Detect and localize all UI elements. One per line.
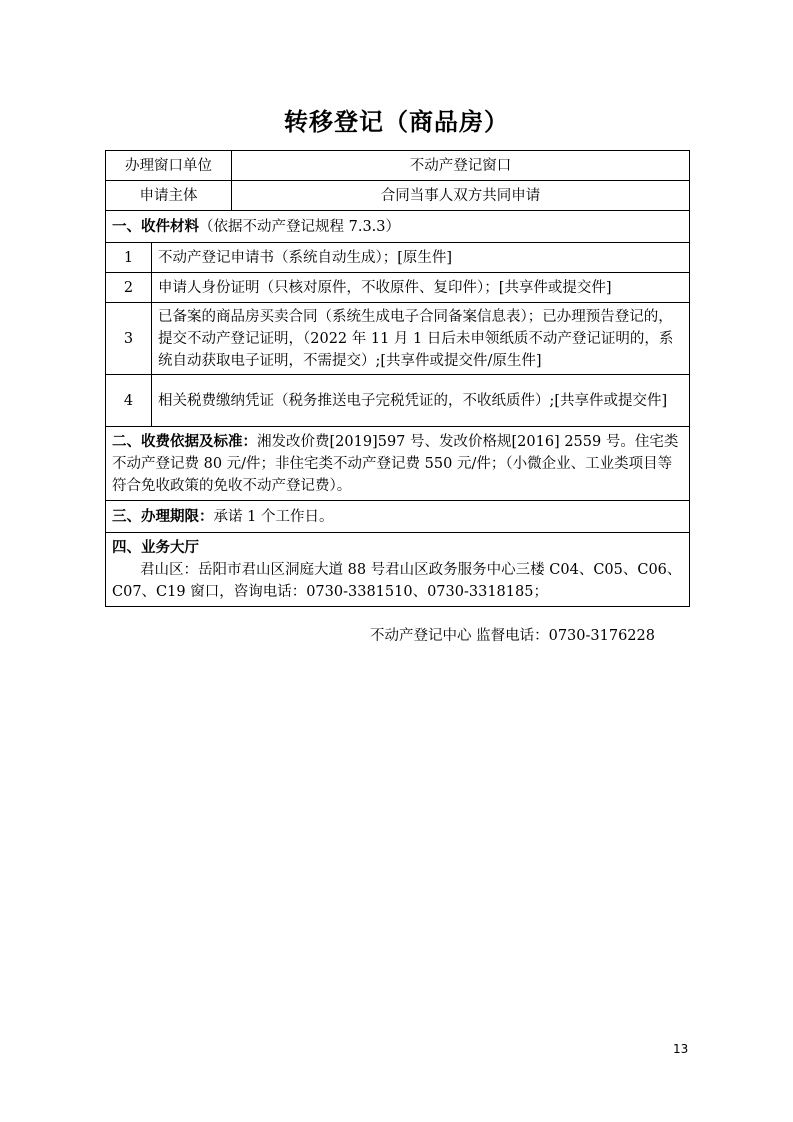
item-number: 4 <box>106 375 152 427</box>
materials-heading <box>106 211 690 243</box>
fees-text: 湘发改价费[2019]597 号、发改价格规[2016] 2559 号。住宅类不动产登记费 80 元/件；非住宅类不动产登记费 550 元/件；（小微企业、工业类项目等符合免收政策的免收不动产登记费）。 <box>112 433 679 494</box>
fees-cell <box>106 427 690 501</box>
period-row <box>106 501 690 533</box>
footer-contact: 不动产登记中心 监督电话：0730-3176228 <box>370 628 655 644</box>
hall-heading: 四、业务大厅 <box>112 538 199 556</box>
info-table <box>105 150 690 607</box>
page-title: 转移登记（商品房） <box>284 108 509 136</box>
period-text: 承诺 1 个工作日。 <box>213 508 334 525</box>
period-cell <box>106 501 690 533</box>
item-text: 不动产登记申请书（系统自动生成）；[原生件] <box>152 243 690 273</box>
hall-cell <box>106 533 690 607</box>
fees-heading: 二、收费依据及标准： <box>112 432 257 450</box>
fees-row <box>106 427 690 501</box>
table-row <box>106 151 690 181</box>
materials-heading-row <box>106 211 690 243</box>
materials-heading-bold: 一、收件材料 <box>112 217 199 235</box>
item-number: 3 <box>106 303 152 375</box>
item-text: 相关税费缴纳凭证（税务推送电子完税凭证的，不收纸质件）;[共享件或提交件] <box>152 375 690 427</box>
table-row <box>106 181 690 211</box>
item-number: 2 <box>106 273 152 303</box>
hall-row <box>106 533 690 607</box>
item-text: 已备案的商品房买卖合同（系统生成电子合同备案信息表）；已办理预告登记的，提交不动产登记证明，（2022 年 11 月 1 日后未申领纸质不动产登记证明的，系统自动获取电子证明，不需提交）;[共享件或提交件/原生件] <box>152 303 690 375</box>
table-row <box>106 375 690 427</box>
applicant-label: 申请主体 <box>106 181 232 211</box>
materials-heading-rest: （依据不动产登记规程 7.3.3） <box>199 218 401 235</box>
window-value: 不动产登记窗口 <box>232 151 690 181</box>
item-number: 1 <box>106 243 152 273</box>
window-label: 办理窗口单位 <box>106 151 232 181</box>
table-row <box>106 273 690 303</box>
applicant-value: 合同当事人双方共同申请 <box>232 181 690 211</box>
hall-text: 君山区：岳阳市君山区洞庭大道 88 号君山区政务服务中心三楼 C04、C05、C06、C07、C19 窗口，咨询电话：0730-3381510、0730-3318185； <box>112 561 682 600</box>
table-row <box>106 303 690 375</box>
period-heading: 三、办理期限： <box>112 507 214 525</box>
page-number: 13 <box>673 1042 689 1056</box>
table-row <box>106 243 690 273</box>
item-text: 申请人身份证明（只核对原件，不收原件、复印件）；[共享件或提交件] <box>152 273 690 303</box>
